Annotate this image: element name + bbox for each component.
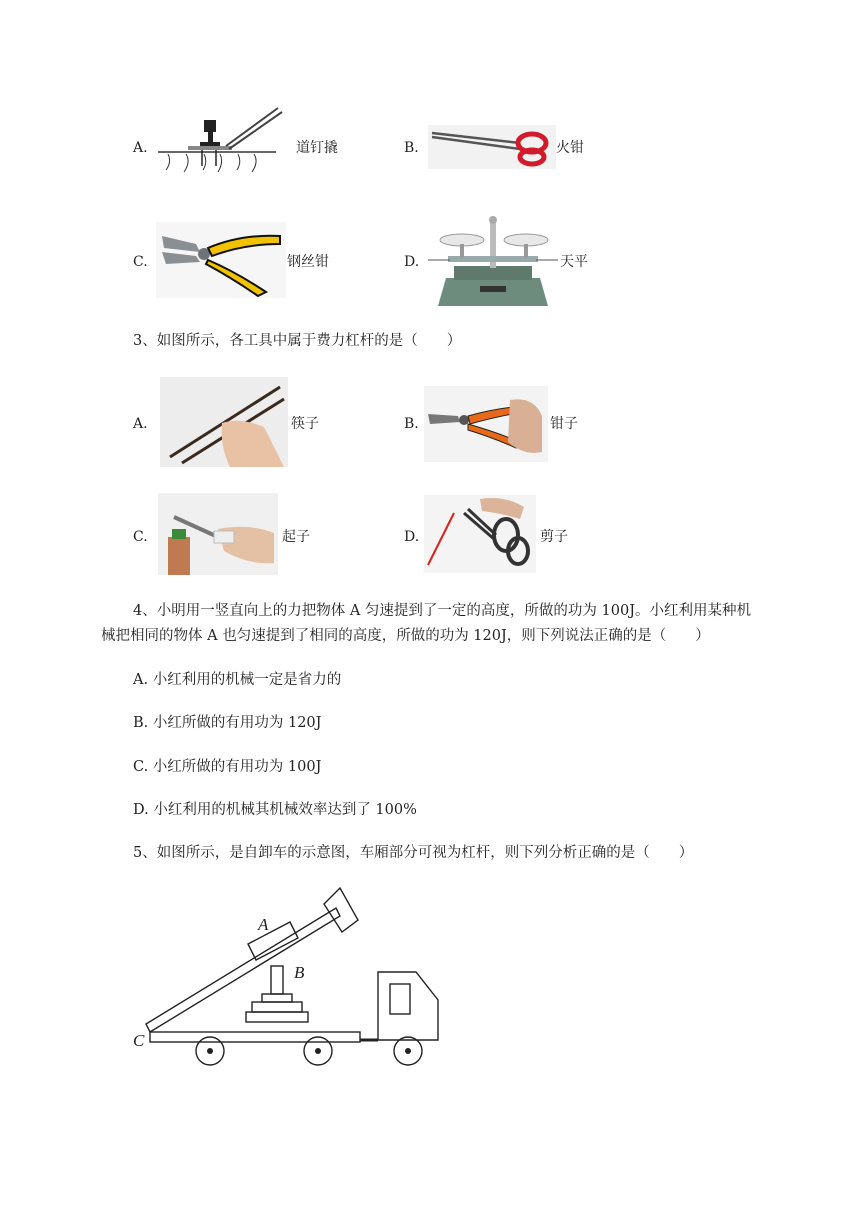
q4-option-c: C. 小红所做的有用功为 100J [133, 759, 322, 775]
cab-window [390, 984, 410, 1014]
chopsticks-image [160, 377, 288, 467]
q3-stem: 3、如图所示，各工具中属于费力杠杆的是（ ） [133, 333, 462, 349]
scissors-image [424, 495, 536, 573]
q3-option-a-letter: A. [133, 416, 148, 432]
q4-option-b: B. 小红所做的有用功为 120J [133, 715, 322, 731]
truck-bed [146, 908, 340, 1032]
lift-base-low [246, 1012, 308, 1022]
q2-option-c-label: 钢丝钳 [287, 254, 329, 270]
label-b: B [294, 963, 305, 982]
rail-spike-crowbar-image [158, 106, 284, 180]
q3-option-c-letter: C. [133, 529, 148, 545]
chassis [150, 1032, 360, 1042]
tailgate [324, 888, 358, 932]
truck-cab [378, 972, 438, 1040]
q5-stem: 5、如图所示，是自卸车的示意图，车厢部分可视为杠杆，则下列分析正确的是（ ） [133, 845, 694, 861]
q4-option-a: A. 小红利用的机械一定是省力的 [133, 672, 342, 688]
q4-option-d: D. 小红利用的机械其机械效率达到了 100% [133, 802, 417, 818]
q3-option-d-letter: D. [404, 529, 420, 545]
q3-option-b-label: 钳子 [550, 416, 578, 432]
q2-option-d-letter: D. [404, 254, 420, 270]
lift-base-top [262, 994, 292, 1002]
q3-option-a-label: 筷子 [291, 416, 319, 432]
q4-stem-line2: 械把相同的物体 A 也匀速提到了相同的高度，所做的功为 120J，则下列说法正确的是（ ） [101, 628, 710, 644]
q4-stem-line1: 4、小明用一竖直向上的力把物体 A 匀速提到了一定的高度，所做的功为 100J。小红利用某种机 [133, 603, 752, 619]
label-a: A [258, 915, 269, 934]
q2-option-a-letter: A. [133, 140, 148, 156]
q2-option-b-letter: B. [404, 140, 419, 156]
bottle-opener-image [158, 493, 278, 575]
q2-option-c-letter: C. [133, 254, 148, 270]
q2-option-a-label: 道钉撬 [296, 140, 338, 156]
fire-tongs-image [428, 125, 556, 169]
dump-truck-diagram [128, 880, 448, 1070]
q2-option-b-label: 火钳 [556, 140, 584, 156]
q3-option-d-label: 剪子 [540, 529, 568, 545]
cargo-box-a [248, 922, 298, 960]
balance-scale-image [428, 212, 558, 308]
lift-base-mid [252, 1002, 302, 1012]
hydraulic-rod [271, 966, 283, 994]
wire-pliers-image [156, 222, 286, 298]
q2-option-d-label: 天平 [560, 254, 588, 270]
q3-option-b-letter: B. [404, 416, 419, 432]
label-c: C [133, 1031, 145, 1050]
q3-option-c-label: 起子 [282, 529, 310, 545]
pliers-image [424, 386, 548, 462]
